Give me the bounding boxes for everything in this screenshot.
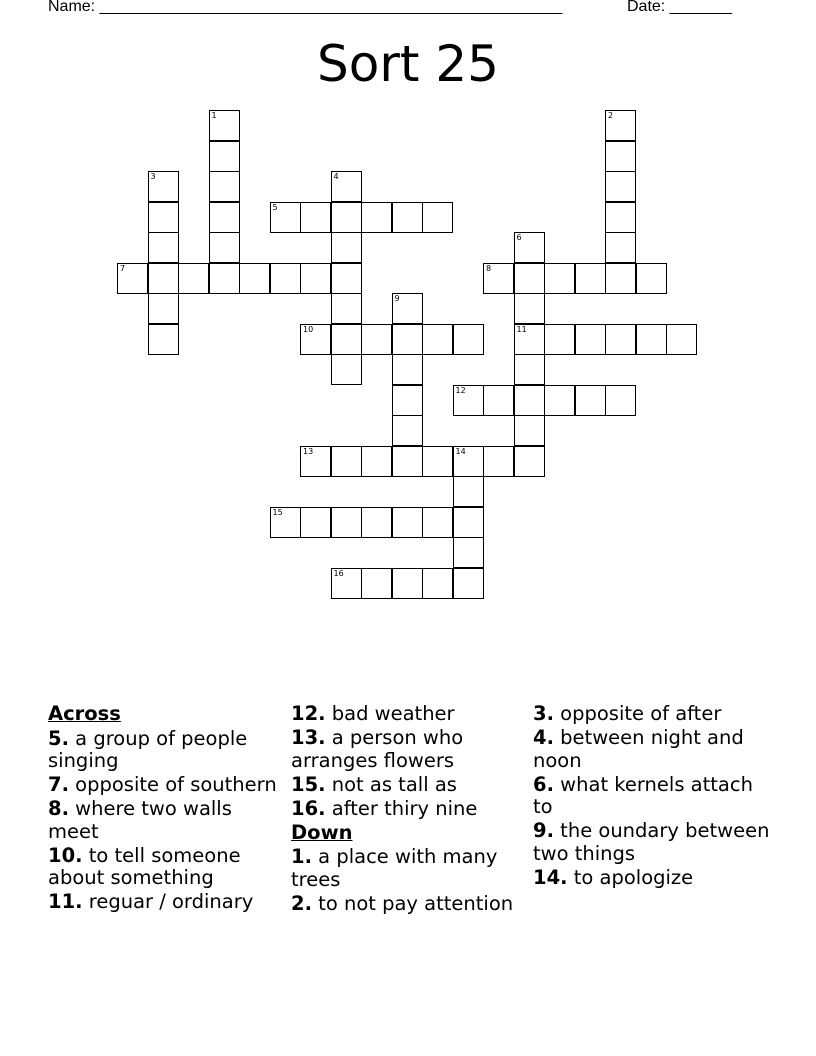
clue	[291, 774, 527, 797]
crossword-cell[interactable]	[422, 568, 453, 599]
clue	[291, 727, 527, 772]
clue	[291, 798, 527, 821]
clue-num: 8.	[48, 797, 69, 820]
crossword-cell[interactable]	[483, 385, 514, 416]
crossword-cell[interactable]	[453, 507, 484, 538]
down-clue-list	[291, 846, 527, 915]
clue-number: 12	[455, 385, 466, 395]
name-field-label: Name: ____________________________________________________	[48, 0, 563, 15]
crossword-cell[interactable]	[331, 232, 362, 263]
clue-num: 4.	[533, 726, 554, 749]
clue-num: 10.	[48, 843, 83, 867]
crossword-cell[interactable]	[239, 263, 270, 294]
clue-num: 16.	[291, 796, 326, 820]
clues-column-1	[48, 703, 284, 915]
crossword-cell[interactable]	[605, 141, 636, 172]
crossword-cell[interactable]	[300, 324, 331, 355]
crossword-cell[interactable]	[148, 202, 179, 233]
crossword-cell[interactable]	[605, 385, 636, 416]
clue-number: 15	[272, 507, 283, 517]
clue	[48, 891, 284, 914]
across-clue-list-continued	[291, 703, 527, 820]
crossword-cell[interactable]	[453, 385, 484, 416]
clue-number: 4	[333, 172, 339, 181]
crossword-cell[interactable]	[422, 202, 453, 233]
crossword-cell[interactable]	[605, 263, 636, 294]
down-heading: Down	[291, 820, 353, 844]
clue	[291, 846, 527, 891]
crossword-cell[interactable]	[422, 446, 453, 477]
crossword-cell[interactable]	[514, 446, 545, 477]
clue-text: where two walls meet	[48, 797, 232, 843]
crossword-cell[interactable]	[514, 415, 545, 446]
clue	[533, 774, 773, 819]
crossword-cell[interactable]	[331, 171, 362, 202]
crossword-cell[interactable]	[361, 507, 392, 538]
crossword-cell[interactable]	[392, 415, 423, 446]
crossword-cell[interactable]	[148, 293, 179, 324]
crossword-cell[interactable]	[605, 324, 636, 355]
crossword-cell[interactable]	[605, 110, 636, 141]
clue-number: 9	[394, 294, 400, 303]
clue-text: a person who arranges flowers	[291, 726, 464, 772]
clue-number: 14	[455, 446, 466, 456]
clue-number: 11	[516, 324, 527, 334]
crossword-cell[interactable]	[270, 507, 301, 538]
crossword-cell[interactable]	[270, 263, 301, 294]
crossword-cell[interactable]	[331, 446, 362, 477]
clue-text: bad weather	[325, 702, 455, 725]
clue-text: after thiry nine	[325, 796, 478, 820]
crossword-cell[interactable]	[331, 354, 362, 385]
crossword-cell[interactable]	[483, 263, 514, 294]
crossword-cell[interactable]	[544, 385, 575, 416]
crossword-cell[interactable]	[453, 537, 484, 568]
clue-text: between night and noon	[533, 726, 744, 772]
crossword-cell[interactable]	[361, 568, 392, 599]
down-clue-list-continued	[533, 703, 773, 889]
clue-number: 6	[516, 233, 522, 242]
clue-text: what kernels attach to	[533, 772, 753, 818]
crossword-cell[interactable]	[331, 263, 362, 294]
clue-num: 9.	[533, 819, 554, 842]
crossword-cell[interactable]	[453, 476, 484, 507]
page-title: Sort 25	[316, 35, 499, 93]
clue-num: 11.	[48, 890, 83, 913]
clue-number: 10	[303, 324, 314, 334]
crossword-cell[interactable]	[331, 324, 362, 355]
crossword-cell[interactable]	[392, 446, 423, 477]
clue	[291, 703, 527, 726]
crossword-cell[interactable]	[544, 263, 575, 294]
clue	[48, 728, 284, 773]
crossword-cell[interactable]	[392, 354, 423, 385]
clues-column-3	[533, 703, 773, 891]
clue-num: 12.	[291, 702, 326, 725]
crossword-cell[interactable]	[544, 324, 575, 355]
crossword-cell[interactable]	[300, 446, 331, 477]
crossword-cell[interactable]	[514, 232, 545, 263]
clue-text: reguar / ordinary	[82, 890, 254, 913]
crossword-cell[interactable]	[636, 263, 667, 294]
clue-number: 3	[150, 172, 156, 181]
clue-number: 1	[211, 111, 217, 120]
clue	[48, 845, 284, 890]
clue	[533, 867, 773, 890]
clue-num: 6.	[533, 772, 554, 796]
crossword-cell[interactable]	[514, 293, 545, 324]
crossword-cell[interactable]	[636, 324, 667, 355]
crossword-cell[interactable]	[178, 263, 209, 294]
crossword-cell[interactable]	[453, 446, 484, 477]
crossword-cell[interactable]	[331, 568, 362, 599]
crossword-cell[interactable]	[209, 232, 240, 263]
clue	[533, 703, 773, 726]
crossword-cell[interactable]	[148, 263, 179, 294]
crossword-cell[interactable]	[361, 324, 392, 355]
crossword-cell[interactable]	[300, 263, 331, 294]
crossword-cell[interactable]	[605, 171, 636, 202]
crossword-cell[interactable]	[392, 385, 423, 416]
crossword-cell[interactable]	[453, 324, 484, 355]
crossword-cell[interactable]	[575, 385, 606, 416]
crossword-cell[interactable]	[331, 202, 362, 233]
clue-text: opposite of after	[553, 702, 722, 725]
crossword-cell[interactable]	[392, 568, 423, 599]
crossword-cell[interactable]	[209, 141, 240, 172]
crossword-cell[interactable]	[605, 202, 636, 233]
clue-number: 8	[486, 263, 492, 273]
crossword-cell[interactable]	[209, 171, 240, 202]
crossword-cell[interactable]	[483, 446, 514, 477]
clue-text: a place with many trees	[291, 845, 498, 891]
clue-num: 14.	[533, 865, 568, 889]
clue-num: 3.	[533, 702, 554, 725]
clue	[533, 727, 773, 772]
crossword-cell[interactable]	[300, 202, 331, 233]
clue-num: 1.	[291, 845, 312, 868]
crossword-cell[interactable]	[514, 354, 545, 385]
clue	[48, 798, 284, 843]
clue-number: 7	[120, 263, 126, 273]
crossword-cell[interactable]	[575, 324, 606, 355]
crossword-cell[interactable]	[666, 324, 697, 355]
clues-column-2	[291, 703, 527, 917]
across-clue-list	[48, 728, 284, 914]
crossword-cell[interactable]	[361, 202, 392, 233]
clue	[48, 774, 284, 797]
clue-num: 5.	[48, 726, 69, 750]
clue	[291, 893, 527, 916]
date-field-label: Date: _______	[627, 0, 732, 15]
crossword-cell[interactable]	[422, 507, 453, 538]
crossword-cell[interactable]	[209, 263, 240, 294]
crossword-cell[interactable]	[331, 507, 362, 538]
crossword-cell[interactable]	[422, 324, 453, 355]
crossword-cell[interactable]	[392, 202, 423, 233]
crossword-cell[interactable]	[148, 324, 179, 355]
crossword-cell[interactable]	[148, 232, 179, 263]
crossword-cell[interactable]	[453, 568, 484, 599]
clue-text: to tell someone about something	[48, 843, 241, 889]
crossword-cell[interactable]	[148, 171, 179, 202]
crossword-cell[interactable]	[209, 110, 240, 141]
crossword-cell[interactable]	[392, 324, 423, 355]
clue-text: to apologize	[567, 865, 694, 889]
clue-text: not as tall as	[325, 772, 457, 796]
crossword-cell[interactable]	[575, 263, 606, 294]
crossword-cell[interactable]	[514, 263, 545, 294]
crossword-cell[interactable]	[361, 446, 392, 477]
crossword-cell[interactable]	[331, 293, 362, 324]
clue	[533, 820, 773, 865]
crossword-cell[interactable]	[514, 324, 545, 355]
crossword-cell[interactable]	[270, 202, 301, 233]
clue-number: 5	[272, 202, 278, 212]
clue-num: 2.	[291, 891, 312, 915]
crossword-cell[interactable]	[392, 507, 423, 538]
clue-num: 15.	[291, 772, 326, 796]
clue-number: 2	[608, 111, 614, 120]
clue-text: the oundary between two things	[533, 819, 770, 865]
clue-num: 7.	[48, 773, 69, 796]
crossword-cell[interactable]	[514, 385, 545, 416]
crossword-cell[interactable]	[209, 202, 240, 233]
crossword-cell[interactable]	[605, 232, 636, 263]
clue-text: opposite of southern	[68, 773, 277, 796]
clue-number: 13	[303, 446, 314, 456]
clue-text: a group of people singing	[48, 726, 248, 772]
clue-num: 13.	[291, 726, 326, 749]
across-heading: Across	[48, 702, 121, 725]
clue-number: 16	[333, 568, 344, 578]
crossword-cell[interactable]	[300, 507, 331, 538]
crossword-cell[interactable]	[117, 263, 148, 294]
clue-text: to not pay attention	[311, 891, 514, 915]
crossword-cell[interactable]	[392, 293, 423, 324]
